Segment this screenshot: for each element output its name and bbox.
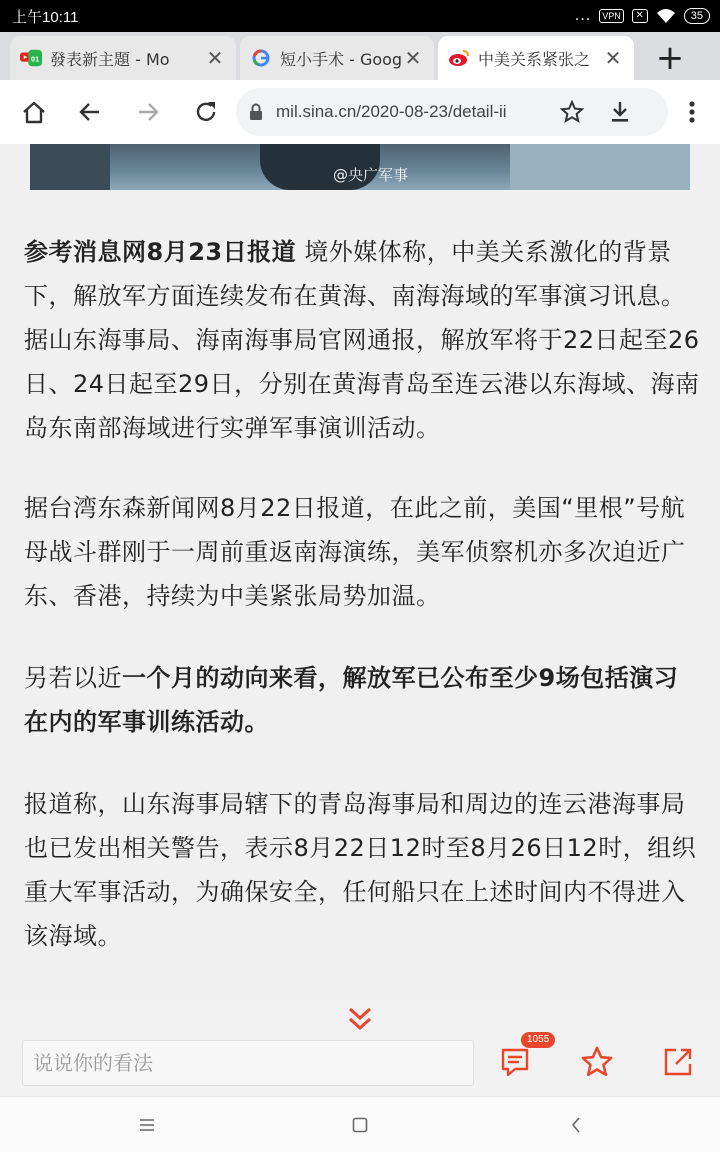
back-nav-button[interactable] — [554, 1109, 598, 1141]
comment-icon — [499, 1046, 531, 1078]
download-icon[interactable] — [596, 100, 644, 124]
lock-icon — [236, 103, 276, 121]
comment-count-badge: 1055 — [521, 1032, 555, 1048]
menu-lines-icon — [139, 1118, 155, 1132]
browser-toolbar — [0, 80, 720, 144]
home-icon — [21, 99, 47, 125]
vpn-icon: VPN — [599, 9, 624, 23]
youtube-icon — [20, 47, 42, 69]
chevron-left-icon — [570, 1117, 582, 1133]
close-icon[interactable]: ✕ — [206, 46, 224, 70]
paragraph-2: 据台湾东森新闻网8月22日报道，在此之前，美国“里根”号航母战斗群刚于一周前重返南海演练，美军侦察机亦多次迫近广东、香港，持续为中美紧张局势加温。 — [24, 494, 686, 610]
weibo-icon — [448, 47, 470, 69]
paragraph-1-text: 境外媒体称，中美关系激化的背景下，解放军方面连续发布在黄海、南海海域的军事演习讯息。据山东海事局、海南海事局官网通报，解放军将于22日起至26日、24日起至29日，分别在黄海青岛至连云港以东海域、海南岛东南部海域进行实弹军事演训活动。 — [24, 238, 700, 442]
reload-button[interactable] — [184, 90, 228, 134]
new-tab-button[interactable]: + — [655, 38, 685, 78]
address-bar[interactable] — [236, 88, 668, 136]
close-icon[interactable]: ✕ — [404, 46, 422, 70]
system-navigation-bar — [0, 1096, 720, 1152]
status-time: 上午10:11 — [12, 9, 79, 26]
tab-3[interactable] — [438, 36, 634, 80]
tab-title: 中美关系紧张之 — [478, 49, 591, 69]
square-icon — [352, 1117, 368, 1133]
recent-apps-button[interactable] — [125, 1109, 169, 1141]
forward-button[interactable] — [126, 90, 170, 134]
forward-arrow-icon — [135, 99, 161, 125]
tab-title: 發表新主題 - Mo — [50, 49, 170, 69]
back-button[interactable] — [68, 90, 112, 134]
paragraph-3-prefix: 另若以近 — [24, 664, 122, 692]
comment-bar — [0, 1000, 720, 1096]
sim-off-icon: ✕ — [632, 9, 648, 23]
share-icon — [662, 1046, 694, 1078]
back-arrow-icon — [77, 99, 103, 125]
more-notifications-icon: ... — [574, 8, 592, 24]
svg-text:01: 01 — [31, 54, 40, 64]
star-icon — [580, 1045, 614, 1079]
more-vert-icon — [688, 100, 696, 124]
close-icon[interactable]: ✕ — [604, 46, 622, 70]
tab-1[interactable] — [10, 36, 236, 80]
home-button[interactable] — [12, 90, 56, 134]
wifi-icon — [656, 8, 676, 24]
status-bar — [0, 0, 720, 32]
google-icon — [250, 47, 272, 69]
paragraph-1 — [24, 230, 700, 450]
dateline: 参考消息网8月23日报道 — [24, 238, 297, 266]
image-watermark: @央广军事 — [333, 166, 409, 184]
tab-title: 短小手术 - Goog — [280, 49, 402, 69]
battery-icon: 35 — [684, 8, 710, 24]
tab-strip — [0, 32, 720, 80]
chevron-double-down-icon[interactable] — [345, 1006, 375, 1032]
article-content — [0, 144, 720, 1022]
bookmark-star-icon[interactable] — [548, 100, 596, 124]
menu-button[interactable] — [672, 90, 712, 134]
reload-icon — [193, 99, 219, 125]
url-text[interactable]: mil.sina.cn/2020-08-23/detail-ii — [276, 102, 507, 121]
paragraph-4: 报道称，山东海事局辖下的青岛海事局和周边的连云港海事局也已发出相关警告，表示8月22日12时至8月26日12时，组织重大军事活动，为确保安全，任何船只在上述时间内不得进入该海域。 — [24, 790, 697, 950]
comment-input[interactable]: 说说你的看法 — [22, 1040, 474, 1086]
home-nav-button[interactable] — [338, 1109, 382, 1141]
status-icons — [575, 6, 710, 26]
favorite-button[interactable] — [575, 1040, 619, 1084]
share-button[interactable] — [656, 1040, 700, 1084]
paragraph-3-emphasis: 一个月的动向来看，解放军已公布至少9场包括演习在内的军事训练活动。 — [24, 664, 679, 736]
article-image — [30, 144, 690, 190]
tab-2[interactable] — [240, 36, 434, 80]
paragraph-3 — [24, 656, 700, 744]
